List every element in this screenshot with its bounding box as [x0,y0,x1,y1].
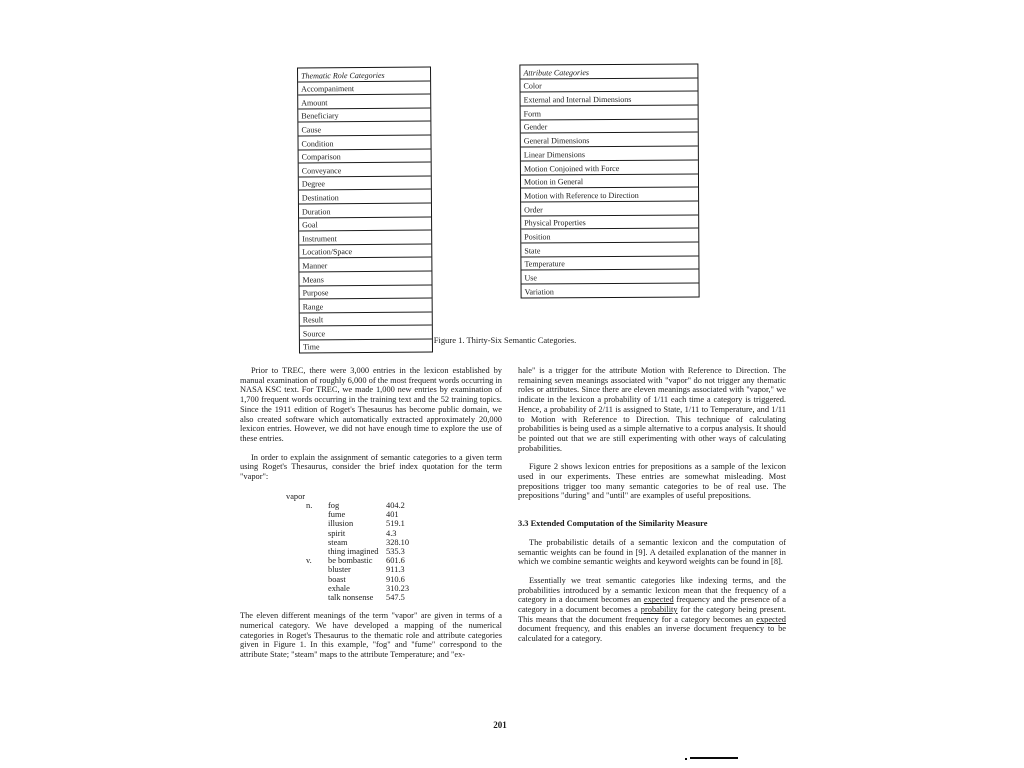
entry-word: steam [328,537,348,547]
table-row [521,229,698,244]
text-segment: for the category being present. This means that the document frequency for a category becomes an [518,605,786,624]
part-of-speech [306,547,328,556]
paragraph: Figure 2 shows lexicon entries for prepositions as a sample of the lexicon used in our experiments. These entries are somewhat misleading. Most prepositions trigger too many semantic categories to be of real use. The prepositions "during" and "until" are examples of useful prepositions. [518,462,786,501]
table-cell: Position [524,232,551,242]
entry-number: 310.23 [386,583,410,593]
table-row [299,203,431,218]
index-entry [306,519,502,528]
table-row [299,149,431,164]
scan-artifact-line [690,757,738,759]
table-row [300,285,432,300]
table-row [521,92,698,107]
table-cell: State [524,245,541,256]
table-cell: Result [302,315,324,325]
table-cell: Condition [301,138,334,149]
entry-word: bluster [328,565,351,575]
table-cell: Physical Properties [524,218,586,228]
table-row [299,258,431,273]
table-row [299,190,431,205]
table-row [520,78,697,93]
text-segment-underlined: expected [643,595,674,605]
table-cell: Destination [301,193,339,203]
table-row [521,270,698,285]
entry-word: fog [328,500,340,510]
table-cell: Conveyance [301,165,342,176]
entry-number: 4.3 [386,528,397,538]
index-entry [306,538,502,547]
table-cell: Linear Dimensions [523,149,585,160]
table-cell: Cause [301,125,322,135]
table-row [521,147,698,162]
table-cell: Purpose [302,288,329,298]
table-row [521,242,698,257]
index-entry [306,575,502,584]
table-row [521,174,698,189]
table-header: Thematic Role Categories [301,70,385,81]
part-of-speech: v. [306,556,312,566]
table-row [521,201,698,216]
entry-word: talk nonsense [328,592,374,602]
table-cell: General Dimensions [523,136,590,146]
entry-number: 910.6 [386,574,405,584]
table-row [521,119,698,134]
entry-word: illusion [328,519,354,529]
attribute-categories-table [519,64,699,299]
entry-number: 519.1 [386,519,405,529]
table-cell: Amount [301,98,328,108]
table-cell: External and Internal Dimensions [523,94,632,105]
table-cell: Use [524,273,537,283]
table-row [300,312,432,327]
table-cell: Form [523,109,542,119]
index-entry [306,556,502,565]
paragraph [518,576,786,644]
table-cell: Gender [523,122,548,132]
table-cell: Order [524,204,543,215]
table-row [521,188,698,203]
index-entry [306,565,502,574]
table-cell: Means [302,274,324,284]
text-segment: frequency and the presence of a category in a document becomes a [518,595,786,615]
table-cell: Accompaniment [301,84,355,94]
entry-number: 328.10 [386,537,410,547]
table-row [521,215,698,230]
part-of-speech [306,575,328,584]
table-header-row [298,68,430,83]
table-cell: Motion with Reference to Direction [524,190,639,201]
table-header: Attribute Categories [523,67,590,78]
table-cell: Temperature [524,259,565,269]
index-entry [306,529,502,538]
table-row [299,176,431,191]
index-term: vapor [286,491,306,501]
right-text-column [518,366,786,644]
table-row [299,271,431,286]
paragraph: Prior to TREC, there were 3,000 entries in the lexicon established by manual examination of roughly 6,000 of the most frequent words occurring in NASA KSC text. For TREC, we made 1,000 new entries by examination of 1,700 frequent words occurring in the training text and the 52 training topics. Since the 1911 edition of Roget's Thesaurus has become public domain, we also created software which automatically extracted approximately 20,000 lexicon entries. However, we did not have enough time to explore the use of these entries. [240,366,502,443]
entry-word: spirit [328,528,346,538]
table-cell: Source [302,329,326,339]
part-of-speech: n. [306,500,313,510]
table-row [300,299,432,314]
thematic-role-categories-table [297,67,433,354]
entry-number: 547.5 [386,592,405,602]
scan-artifact-dot [685,758,687,760]
paragraph: The eleven different meanings of the term "vapor" are given in terms of a numerical category. We have developed a mapping of the numerical categories in Roget's Thesaurus to the thematic role and attribute categories given in Figure 1. In this example, "fog" and "fume" correspond to the attribute State; "steam" maps to the attribute Temperature; and "ex- [240,611,502,659]
table-row [521,256,698,271]
vapor-index-block [240,492,502,602]
entry-word: thing imagined [328,546,379,556]
index-entries [306,501,502,602]
table-cell: Beneficiary [301,111,339,121]
part-of-speech [306,529,328,538]
table-cell: Range [302,301,324,312]
part-of-speech [306,519,328,528]
table-cell: Instrument [302,233,337,244]
entry-word: fume [328,510,346,520]
entry-number: 404.2 [386,500,405,510]
text-segment-underlined: probability [640,605,678,615]
table-row [521,160,698,175]
entry-number: 911.3 [386,565,405,575]
table-row [298,122,430,137]
entry-word: boast [328,574,346,584]
table-cell: Duration [301,206,331,216]
text-segment-underlined: expected [756,614,786,624]
table-row [522,284,699,298]
entry-number: 535.3 [386,546,405,556]
part-of-speech [306,538,328,547]
part-of-speech [306,593,328,602]
figure-caption: Figure 1. Thirty-Six Semantic Categories. [433,335,577,345]
table-row [298,108,430,123]
table-row [298,81,430,96]
index-entry [306,593,502,602]
entry-number: 601.6 [386,556,405,566]
table-row [521,106,698,121]
entry-number: 401 [386,510,399,520]
table-row [299,244,431,259]
paragraph: hale" is a trigger for the attribute Motion with Reference to Direction. The remaining seven meanings associated with "vapor" do not trigger any thematic roles or attributes. Since there are eleven meanings associated with "vapor," we indicate in the lexicon a probability of 1/11 each time a category is triggered. Hence, a probability of 2/11 is assigned to State, 1/11 to Temperature, and 1/11 to Motion with Reference to Direction. This technique of calculating probabilities is being used as a simple alternative to a corpus analysis. It should be pointed out that we are still experimenting with other ways of calculating probabilities. [518,366,786,453]
table-cell: Motion Conjoined with Force [523,163,620,173]
entry-word: exhale [328,583,350,593]
table-row [299,163,431,178]
table-cell: Comparison [301,152,341,162]
index-entry [306,584,502,593]
index-entry [306,547,502,556]
index-entry [306,510,502,519]
page-number: 201 [493,720,507,730]
table-row [298,95,430,110]
part-of-speech [306,584,328,593]
table-cell: Motion in General [523,177,584,187]
table-header-row [520,65,697,80]
entry-word: be bombastic [328,556,373,566]
table-cell: Color [523,81,542,91]
table-cell: Manner [302,261,328,271]
index-entry [306,501,502,510]
table-row [299,231,431,246]
text-segment: document frequency, and this enables an inverse document frequency to be calculated for a category. [518,624,786,644]
part-of-speech [306,565,328,574]
table-cell: Location/Space [302,247,353,257]
table-cell: Time [302,342,320,352]
paragraph: In order to explain the assignment of semantic categories to a given term using Roget's Thesaurus, consider the brief index quotation for the term "vapor": [240,452,502,482]
table-row [521,133,698,148]
table-row [298,136,430,151]
part-of-speech [306,510,328,519]
section-heading: 3.3 Extended Computation of the Similarity Measure [518,519,708,529]
table-cell: Goal [302,220,318,230]
left-text-column [240,366,502,660]
table-cell: Degree [301,179,325,189]
table-cell: Variation [524,286,554,297]
text-segment: Essentially we treat semantic categories like indexing terms, and the probabilities introduced by a semantic lexicon mean that the frequency of a category in a document becomes an [518,575,786,605]
table-row [299,217,431,232]
paragraph: The probabilistic details of a semantic lexicon and the computation of semantic weights can be found in [9]. A detailed explanation of the manner in which we combine semantic weights and keyword weights can be found in [8]. [518,537,786,567]
